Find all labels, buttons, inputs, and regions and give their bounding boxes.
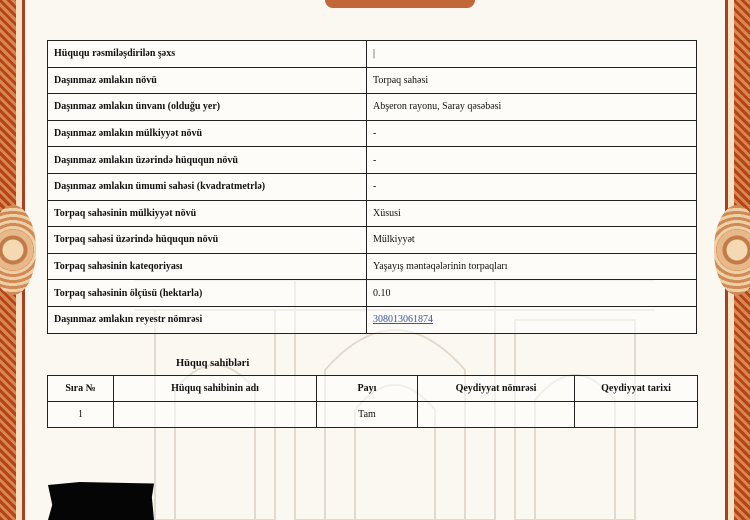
row-label: Daşınmaz əmlakın mülkiyyət növü	[48, 120, 367, 147]
owners-header-row	[48, 376, 698, 402]
table-row	[48, 173, 697, 200]
row-value: Mülkiyyət	[367, 227, 697, 254]
row-label: Daşınmaz əmlakın növü	[48, 67, 367, 94]
row-value: Torpaq sahəsi	[367, 67, 697, 94]
table-row	[48, 280, 697, 307]
table-row	[48, 227, 697, 254]
row-label: Torpaq sahəsinin ölçüsü (hektarla)	[48, 280, 367, 307]
table-row	[48, 67, 697, 94]
row-value: 0.10	[367, 280, 697, 307]
table-row	[48, 253, 697, 280]
row-value: |	[367, 41, 697, 68]
registry-number-cell	[367, 306, 697, 333]
row-label: Daşınmaz əmlakın ümumi sahəsi (kvadratmetrlə)	[48, 173, 367, 200]
row-label: Daşınmaz əmlakın reyestr nömrəsi	[48, 306, 367, 333]
row-value: -	[367, 147, 697, 174]
row-label: Torpaq sahəsinin mülkiyyət növü	[48, 200, 367, 227]
header-number: Sıra №	[48, 376, 114, 402]
owners-table	[47, 375, 698, 428]
table-row	[48, 402, 698, 428]
owner-name	[114, 402, 317, 428]
row-label: Daşınmaz əmlakın ünvanı (olduğu yer)	[48, 94, 367, 121]
row-value: Yaşayış məntəqələrinin torpaqları	[367, 253, 697, 280]
row-value: Abşeron rayonu, Saray qəsəbəsi	[367, 94, 697, 121]
table-row	[48, 147, 697, 174]
table-row	[48, 41, 697, 68]
owners-section-title: Hüquq sahibləri	[176, 358, 250, 369]
redacted-block	[48, 482, 154, 520]
row-value: Xüsusi	[367, 200, 697, 227]
top-ornament-icon	[325, 0, 475, 8]
registry-number-link[interactable]: 308013061874	[373, 314, 433, 326]
row-value: -	[367, 173, 697, 200]
row-label: Torpaq sahəsinin kateqoriyası	[48, 253, 367, 280]
owner-registration-date	[575, 402, 698, 428]
table-row	[48, 200, 697, 227]
row-label: Torpaq sahəsi üzərində hüququn növü	[48, 227, 367, 254]
header-registration-number: Qeydiyyat nömrəsi	[418, 376, 575, 402]
table-row	[48, 306, 697, 333]
row-label: Hüququ rəsmiləşdirilən şəxs	[48, 41, 367, 68]
header-registration-date: Qeydiyyat tarixi	[575, 376, 698, 402]
owner-registration-number	[418, 402, 575, 428]
row-value: -	[367, 120, 697, 147]
table-row	[48, 120, 697, 147]
table-row	[48, 94, 697, 121]
owner-share: Tam	[317, 402, 418, 428]
owner-number: 1	[48, 402, 114, 428]
header-owner-name: Hüquq sahibinin adı	[114, 376, 317, 402]
property-info-table	[47, 40, 697, 334]
header-share: Payı	[317, 376, 418, 402]
row-label: Daşınmaz əmlakın üzərində hüququn növü	[48, 147, 367, 174]
